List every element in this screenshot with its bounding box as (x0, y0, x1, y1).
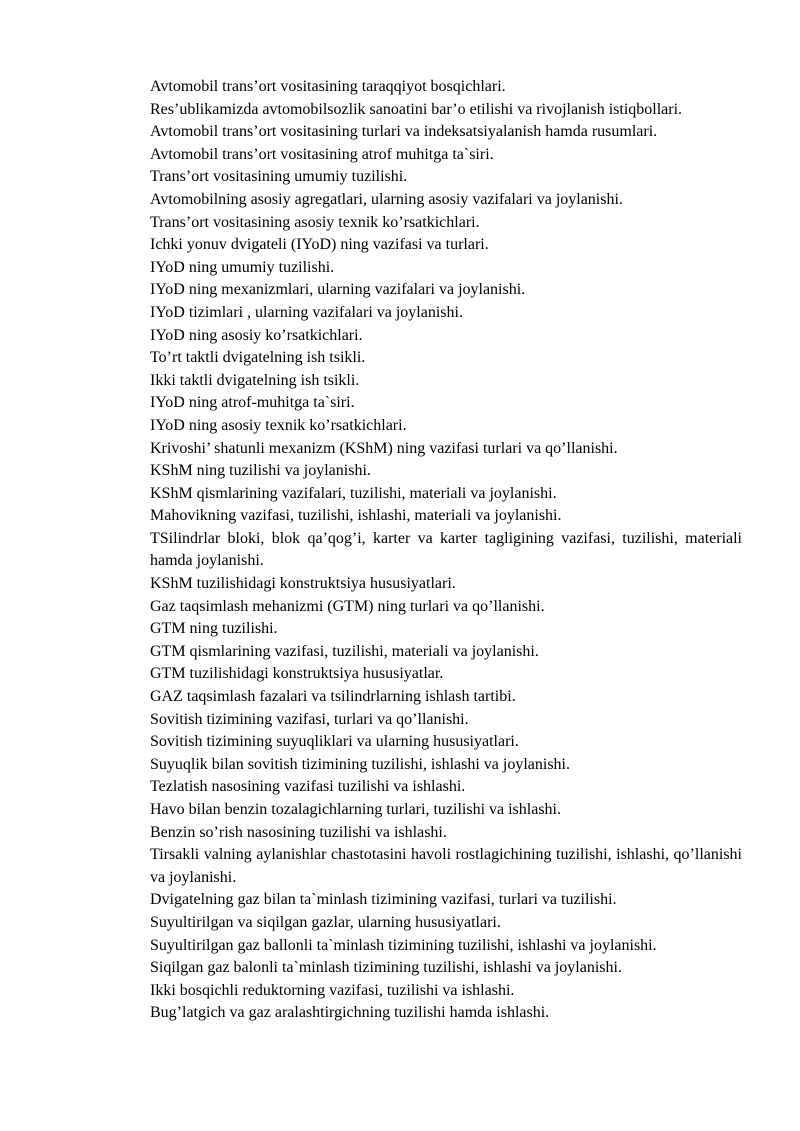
topic-line: IYoD ning asosiy ko’rsatkichlari. (150, 326, 363, 344)
topic-line: Siqilgan gaz balonli ta`minlash tizimining tuzilishi, ishlashi va joylanishi. (150, 959, 622, 977)
topic-line: Trans’ort vositasining umumiy tuzilishi. (150, 168, 408, 186)
topic-line: Trans’ort vositasining asosiy texnik ko’rsatkichlari. (150, 213, 480, 231)
topic-line: Gaz taqsimlash mehanizmi (GTM) ning turlari va qo’llanishi. (150, 597, 545, 615)
topic-line: GTM ning tuzilishi. (150, 620, 278, 638)
topic-line: Ikki taktli dvigatelning ish tsikli. (150, 371, 360, 389)
topic-line: To’rt taktli dvigatelning ish tsikli. (150, 349, 366, 367)
topic-line: Sovitish tizimining vazifasi, turlari va qo’llanishi. (150, 710, 469, 728)
topic-line: IYoD ning atrof-muhitga ta`siri. (150, 394, 355, 412)
topic-line: Tezlatish nasosining vazifasi tuzilishi va ishlashi. (150, 778, 466, 796)
topic-line: KShM ning tuzilishi va joylanishi. (150, 462, 371, 480)
topic-line: Dvigatelning gaz bilan ta`minlash tizimining vazifasi, turlari va tuzilishi. (150, 891, 617, 909)
topic-line: Suyuqlik bilan sovitish tizimining tuzilishi, ishlashi va joylanishi. (150, 755, 570, 773)
topic-line: GTM qismlarining vazifasi, tuzilishi, materiali va joylanishi. (150, 642, 539, 660)
document-body (150, 76, 742, 1025)
topic-line: Ikki bosqichli reduktorning vazifasi, tuzilishi va ishlashi. (150, 981, 515, 999)
topic-line: KShM tuzilishidagi konstruktsiya hususiyatlari. (150, 575, 456, 593)
topic-line: Avtomobil trans’ort vositasining atrof muhitga ta`siri. (150, 145, 494, 163)
topic-line: Mahovikning vazifasi, tuzilishi, ishlashi, materiali va joylanishi. (150, 507, 562, 525)
topic-line: IYoD ning mexanizmlari, ularning vazifalari va joylanishi. (150, 281, 526, 299)
topic-line: GTM tuzilishidagi konstruktsiya hususiyatlar. (150, 665, 444, 683)
topic-line: Suyultirilgan va siqilgan gazlar, ularning hususiyatlari. (150, 913, 501, 931)
topic-line: Suyultirilgan gaz ballonli ta`minlash tizimining tuzilishi, ishlashi va joylanishi. (150, 936, 657, 954)
topic-line: TSilindrlar bloki, blok qa’qog’i, karter va karter tagligining vazifasi, tuzilishi, materiali hamda joylanishi. (150, 529, 742, 570)
topic-line: Sovitish tizimining suyuqliklari va ularning hususiyatlari. (150, 733, 519, 751)
topic-line: Avtomobil trans’ort vositasining turlari va indeksatsiyalanish hamda rusumlari. (150, 123, 658, 141)
topic-line: IYoD ning umumiy tuzilishi. (150, 258, 335, 276)
topic-line: Res’ublikamizda avtomobilsozlik sanoatini bar’o etilishi va rivojlanish istiqbollari. (150, 100, 683, 118)
topic-line: KShM qismlarining vazifalari, tuzilishi, materiali va joylanishi. (150, 484, 557, 502)
topic-line: Bug’latgich va gaz aralashtirgichning tuzilishi hamda ishlashi. (150, 1004, 550, 1022)
topic-line: Krivoshi’ shatunli mexanizm (KShM) ning vazifasi turlari va qo’llanishi. (150, 439, 618, 457)
topic-line: Avtomobilning asosiy agregatlari, ularning asosiy vazifalari va joylanishi. (150, 190, 623, 208)
topic-line: Ichki yonuv dvigateli (IYoD) ning vazifasi va turlari. (150, 236, 489, 254)
topic-line: GAZ taqsimlash fazalari va tsilindrlarning ishlash tartibi. (150, 688, 516, 706)
topic-line: Tirsakli valning aylanishlar chastotasini havoli rostlagichining tuzilishi, ishlashi, qo’llanishi va joylanishi. (150, 846, 742, 886)
topic-line: IYoD tizimlari , ularning vazifalari va joylanishi. (150, 303, 463, 321)
topic-line: Avtomobil trans’ort vositasining taraqqiyot bosqichlari. (150, 78, 506, 95)
topic-line: IYoD ning asosiy texnik ko’rsatkichlari. (150, 416, 407, 434)
topic-line: Benzin so’rish nasosining tuzilishi va ishlashi. (150, 823, 447, 841)
topic-line: Havo bilan benzin tozalagichlarning turlari, tuzilishi va ishlashi. (150, 801, 561, 818)
